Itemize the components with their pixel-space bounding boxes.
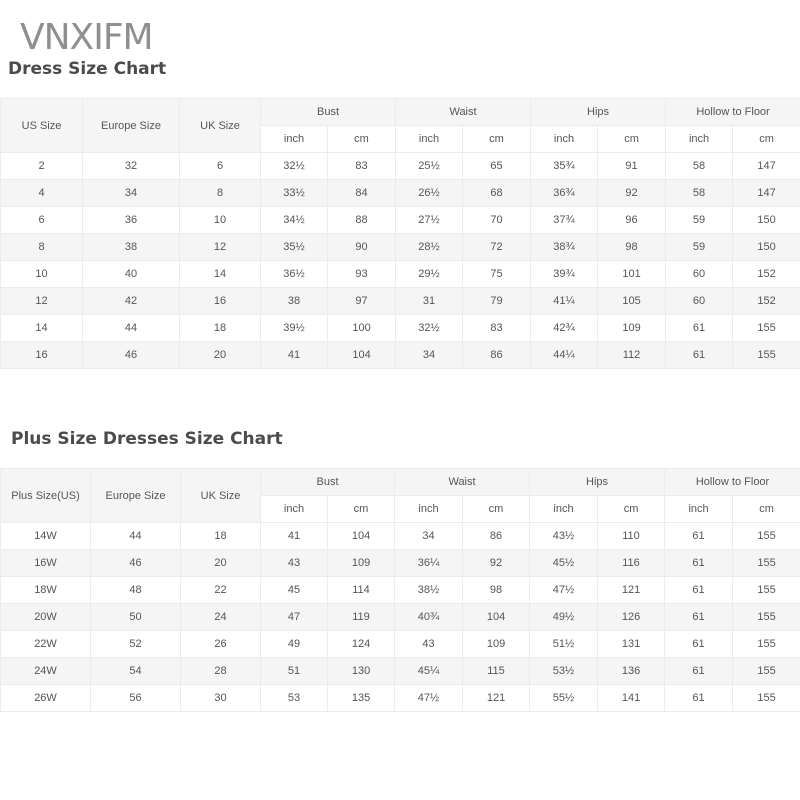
table-cell: 61 [665,658,733,685]
table-cell: 52 [91,631,181,658]
column-header: Bust [261,99,396,126]
table-row [1,550,800,577]
table-cell: 33½ [261,180,328,207]
table-cell: 65 [463,153,531,180]
table-cell: 104 [463,604,530,631]
table-cell: 20 [180,342,261,369]
column-header: Hips [530,469,665,496]
table-cell: 38½ [395,577,463,604]
table-cell: 61 [666,342,733,369]
column-header: US Size [1,99,83,153]
table-cell: 45¼ [395,658,463,685]
table-row [1,153,800,180]
table-cell: 150 [733,234,800,261]
column-header: Hollow to Floor [665,469,800,496]
table-cell: 22W [1,631,91,658]
table-cell: 109 [328,550,395,577]
column-header: UK Size [181,469,261,523]
column-header: Waist [396,99,531,126]
table-cell: 41¼ [531,288,598,315]
table-cell: 93 [328,261,396,288]
table-cell: 41 [261,342,328,369]
table-cell: 32½ [396,315,463,342]
table-cell: 47 [261,604,328,631]
table-cell: 14 [1,315,83,342]
table-cell: 32 [83,153,180,180]
table-cell: 18 [180,315,261,342]
table-cell: 35¾ [531,153,598,180]
table-cell: 14W [1,523,91,550]
table-cell: 70 [463,207,531,234]
table-cell: 6 [180,153,261,180]
table-cell: 92 [598,180,666,207]
table-cell: 16 [1,342,83,369]
table-cell: 46 [83,342,180,369]
table-cell: 38 [83,234,180,261]
table-cell: 42¾ [531,315,598,342]
column-header: Hips [531,99,666,126]
table-cell: 155 [733,604,800,631]
table-cell: 101 [598,261,666,288]
table-cell: 55½ [530,685,598,712]
table-cell: 61 [665,631,733,658]
table-cell: 51 [261,658,328,685]
dress-size-chart-title: Dress Size Chart [8,59,167,79]
table-cell: 44 [83,315,180,342]
table-cell: 38 [261,288,328,315]
table-cell: 155 [733,315,800,342]
table-cell: 34½ [261,207,328,234]
table-cell: 60 [666,261,733,288]
table-cell: 35½ [261,234,328,261]
table-cell: 92 [463,550,530,577]
table-cell: 27½ [396,207,463,234]
table-row [1,685,800,712]
table-row [1,207,800,234]
column-header: Hollow to Floor [666,99,800,126]
table-cell: 58 [666,180,733,207]
column-header: Plus Size(US) [1,469,91,523]
table-cell: 75 [463,261,531,288]
table-cell: 40¾ [395,604,463,631]
unit-header: inch [530,496,598,523]
table-cell: 39½ [261,315,328,342]
table-cell: 105 [598,288,666,315]
table-cell: 60 [666,288,733,315]
table-cell: 135 [328,685,395,712]
table-cell: 72 [463,234,531,261]
table-cell: 12 [1,288,83,315]
table-cell: 6 [1,207,83,234]
unit-header: inch [531,126,598,153]
table-cell: 121 [598,577,665,604]
table-cell: 59 [666,234,733,261]
unit-header: cm [598,126,666,153]
table-cell: 152 [733,288,800,315]
table-cell: 43½ [530,523,598,550]
table-cell: 155 [733,342,800,369]
table-cell: 40 [83,261,180,288]
table-cell: 110 [598,523,665,550]
table-cell: 116 [598,550,665,577]
table-cell: 83 [328,153,396,180]
table-cell: 126 [598,604,665,631]
table-cell: 43 [261,550,328,577]
table-cell: 36½ [261,261,328,288]
table-cell: 124 [328,631,395,658]
table-cell: 86 [463,342,531,369]
column-header: Bust [261,469,395,496]
table-cell: 109 [598,315,666,342]
column-header: Waist [395,469,530,496]
table-row [1,288,800,315]
table-cell: 59 [666,207,733,234]
table-cell: 26 [181,631,261,658]
table-cell: 41 [261,523,328,550]
table-cell: 109 [463,631,530,658]
table-cell: 49½ [530,604,598,631]
unit-header: cm [733,496,800,523]
table-row [1,234,800,261]
table-cell: 91 [598,153,666,180]
table-cell: 46 [91,550,181,577]
table-cell: 155 [733,685,800,712]
table-cell: 43 [395,631,463,658]
table-row [1,658,800,685]
table-cell: 14 [180,261,261,288]
table-cell: 42 [83,288,180,315]
table-cell: 150 [733,207,800,234]
unit-header: cm [463,126,531,153]
brand-logo: VNXIFM [20,17,153,58]
table-cell: 155 [733,550,800,577]
table-cell: 29½ [396,261,463,288]
plus-size-chart-title: Plus Size Dresses Size Chart [11,429,283,449]
table-cell: 152 [733,261,800,288]
table-cell: 155 [733,631,800,658]
table-cell: 97 [328,288,396,315]
table-cell: 104 [328,523,395,550]
table-cell: 24 [181,604,261,631]
unit-header: inch [395,496,463,523]
table-cell: 147 [733,180,800,207]
table-cell: 24W [1,658,91,685]
table-cell: 61 [665,685,733,712]
table-cell: 16 [180,288,261,315]
table-cell: 8 [180,180,261,207]
dress-size-table [0,98,800,369]
table-row [1,342,800,369]
header-row [1,99,800,126]
table-cell: 36 [83,207,180,234]
table-cell: 61 [665,604,733,631]
table-cell: 50 [91,604,181,631]
table-cell: 79 [463,288,531,315]
table-cell: 61 [666,315,733,342]
unit-header: inch [261,496,328,523]
table-cell: 12 [180,234,261,261]
unit-header: inch [261,126,328,153]
table-cell: 83 [463,315,531,342]
table-cell: 58 [666,153,733,180]
table-cell: 56 [91,685,181,712]
table-cell: 114 [328,577,395,604]
table-cell: 44¼ [531,342,598,369]
table-cell: 20 [181,550,261,577]
table-cell: 32½ [261,153,328,180]
table-cell: 22 [181,577,261,604]
table-cell: 47½ [395,685,463,712]
table-cell: 20W [1,604,91,631]
column-header: Europe Size [91,469,181,523]
table-cell: 100 [328,315,396,342]
table-cell: 44 [91,523,181,550]
table-cell: 10 [180,207,261,234]
table-cell: 26W [1,685,91,712]
table-cell: 36¾ [531,180,598,207]
table-cell: 155 [733,523,800,550]
table-cell: 155 [733,658,800,685]
unit-header: cm [598,496,665,523]
table-row [1,631,800,658]
table-cell: 28 [181,658,261,685]
table-cell: 25½ [396,153,463,180]
table-cell: 136 [598,658,665,685]
unit-header: inch [666,126,733,153]
table-cell: 34 [83,180,180,207]
table-cell: 53 [261,685,328,712]
table-cell: 8 [1,234,83,261]
table-cell: 68 [463,180,531,207]
unit-header: cm [733,126,800,153]
table-cell: 98 [463,577,530,604]
table-cell: 34 [395,523,463,550]
table-cell: 104 [328,342,396,369]
table-cell: 131 [598,631,665,658]
table-row [1,577,800,604]
table-cell: 155 [733,577,800,604]
unit-header: cm [328,126,396,153]
table-cell: 61 [665,550,733,577]
table-row [1,604,800,631]
table-cell: 28½ [396,234,463,261]
table-cell: 30 [181,685,261,712]
table-row [1,315,800,342]
unit-header: cm [328,496,395,523]
table-cell: 96 [598,207,666,234]
table-cell: 18 [181,523,261,550]
plus-size-table [0,468,800,712]
column-header: UK Size [180,99,261,153]
table-cell: 34 [396,342,463,369]
table-cell: 61 [665,523,733,550]
table-cell: 112 [598,342,666,369]
table-cell: 84 [328,180,396,207]
header-row [1,469,800,496]
table-cell: 61 [665,577,733,604]
table-cell: 90 [328,234,396,261]
table-cell: 39¾ [531,261,598,288]
unit-header: inch [396,126,463,153]
table-cell: 26½ [396,180,463,207]
table-cell: 53½ [530,658,598,685]
table-row [1,180,800,207]
table-cell: 31 [396,288,463,315]
table-cell: 36¼ [395,550,463,577]
table-cell: 45 [261,577,328,604]
table-cell: 38¾ [531,234,598,261]
unit-header: inch [665,496,733,523]
table-cell: 10 [1,261,83,288]
table-cell: 86 [463,523,530,550]
table-cell: 4 [1,180,83,207]
table-cell: 119 [328,604,395,631]
table-cell: 2 [1,153,83,180]
table-cell: 147 [733,153,800,180]
unit-header: cm [463,496,530,523]
table-cell: 51½ [530,631,598,658]
table-row [1,523,800,550]
table-cell: 141 [598,685,665,712]
table-cell: 98 [598,234,666,261]
table-cell: 88 [328,207,396,234]
table-cell: 47½ [530,577,598,604]
table-cell: 49 [261,631,328,658]
table-cell: 48 [91,577,181,604]
table-cell: 16W [1,550,91,577]
column-header: Europe Size [83,99,180,153]
table-cell: 115 [463,658,530,685]
table-cell: 37¾ [531,207,598,234]
table-cell: 18W [1,577,91,604]
table-cell: 130 [328,658,395,685]
table-cell: 54 [91,658,181,685]
table-row [1,261,800,288]
table-cell: 121 [463,685,530,712]
table-cell: 45½ [530,550,598,577]
